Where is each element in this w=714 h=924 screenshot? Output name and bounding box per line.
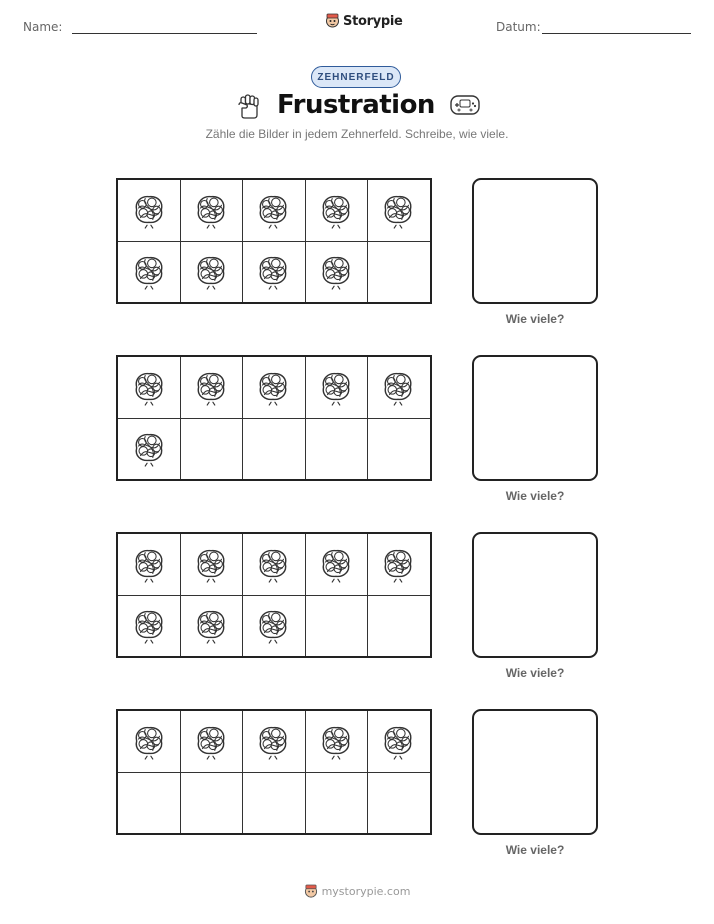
tangled-scribble-icon	[130, 545, 168, 583]
tangled-scribble-icon	[254, 606, 292, 644]
ten-frame-4	[116, 709, 432, 835]
tangled-scribble-icon	[317, 191, 355, 229]
frame-cell	[305, 534, 367, 595]
frame-cell	[180, 357, 242, 418]
tangled-scribble-icon	[254, 252, 292, 290]
frame-cell	[305, 180, 367, 241]
frame-cell	[242, 772, 304, 833]
frame-cell	[242, 534, 304, 595]
category-badge: ZEHNERFELD	[311, 66, 401, 88]
tangled-scribble-icon	[130, 368, 168, 406]
frame-cell	[305, 711, 367, 772]
storypie-mascot-icon	[304, 884, 318, 899]
ten-frame-2	[116, 355, 432, 481]
frame-cell	[180, 534, 242, 595]
tangled-scribble-icon	[379, 545, 417, 583]
tangled-scribble-icon	[192, 368, 230, 406]
frame-cell	[118, 711, 180, 772]
answer-label: Wie viele?	[505, 666, 565, 680]
frame-cell	[305, 241, 367, 302]
tangled-scribble-icon	[254, 722, 292, 760]
frame-cell	[242, 357, 304, 418]
tangled-scribble-icon	[192, 545, 230, 583]
tangled-scribble-icon	[192, 191, 230, 229]
footer	[0, 884, 714, 899]
frame-cell	[180, 711, 242, 772]
tangled-scribble-icon	[130, 252, 168, 290]
answer-label: Wie viele?	[505, 843, 565, 857]
frame-cell	[305, 595, 367, 656]
frame-cell	[367, 534, 429, 595]
logo-text: Storypie	[343, 13, 403, 29]
footer-url: mystorypie.com	[321, 885, 411, 898]
answer-box[interactable]	[472, 355, 598, 481]
frame-cell	[242, 595, 304, 656]
answer-box[interactable]	[472, 532, 598, 658]
frame-cell	[118, 357, 180, 418]
date-field[interactable]	[542, 33, 691, 34]
name-field[interactable]	[72, 33, 257, 34]
tangled-scribble-icon	[317, 545, 355, 583]
answer-label: Wie viele?	[505, 489, 565, 503]
answer-box[interactable]	[472, 709, 598, 835]
tangled-scribble-icon	[379, 368, 417, 406]
frame-cell	[118, 534, 180, 595]
frame-cell	[118, 595, 180, 656]
tangled-scribble-icon	[192, 606, 230, 644]
tangled-scribble-icon	[254, 368, 292, 406]
frame-cell	[180, 595, 242, 656]
frame-cell	[118, 772, 180, 833]
tangled-scribble-icon	[317, 252, 355, 290]
tangled-scribble-icon	[379, 722, 417, 760]
date-label: Datum:	[496, 20, 541, 34]
frame-cell	[367, 711, 429, 772]
frame-cell	[118, 241, 180, 302]
storypie-mascot-icon	[325, 13, 340, 29]
tangled-scribble-icon	[254, 545, 292, 583]
title-row	[0, 90, 714, 120]
frame-cell	[367, 241, 429, 302]
frame-cell	[242, 418, 304, 479]
tangled-scribble-icon	[130, 191, 168, 229]
gamepad-icon	[449, 94, 481, 116]
answer-label: Wie viele?	[505, 312, 565, 326]
tangled-scribble-icon	[192, 252, 230, 290]
frame-cell	[367, 772, 429, 833]
frame-cell	[118, 180, 180, 241]
frame-cell	[367, 595, 429, 656]
frame-cell	[180, 241, 242, 302]
tangled-scribble-icon	[254, 191, 292, 229]
frame-cell	[305, 357, 367, 418]
frame-cell	[118, 418, 180, 479]
instructions: Zähle die Bilder in jedem Zehnerfeld. Schreibe, wie viele.	[205, 127, 509, 141]
storypie-logo	[325, 13, 403, 29]
frame-cell	[242, 241, 304, 302]
page-title: Frustration	[277, 90, 435, 120]
frame-cell	[367, 180, 429, 241]
name-label: Name:	[23, 20, 63, 34]
frame-cell	[367, 357, 429, 418]
frame-cell	[180, 180, 242, 241]
tangled-scribble-icon	[317, 368, 355, 406]
fist-icon	[233, 90, 263, 120]
tangled-scribble-icon	[130, 722, 168, 760]
frame-cell	[180, 772, 242, 833]
frame-cell	[242, 180, 304, 241]
ten-frame-1	[116, 178, 432, 304]
frame-cell	[367, 418, 429, 479]
frame-cell	[180, 418, 242, 479]
tangled-scribble-icon	[130, 429, 168, 467]
tangled-scribble-icon	[317, 722, 355, 760]
answer-box[interactable]	[472, 178, 598, 304]
ten-frame-3	[116, 532, 432, 658]
tangled-scribble-icon	[130, 606, 168, 644]
tangled-scribble-icon	[379, 191, 417, 229]
frame-cell	[242, 711, 304, 772]
tangled-scribble-icon	[192, 722, 230, 760]
frame-cell	[305, 772, 367, 833]
frame-cell	[305, 418, 367, 479]
